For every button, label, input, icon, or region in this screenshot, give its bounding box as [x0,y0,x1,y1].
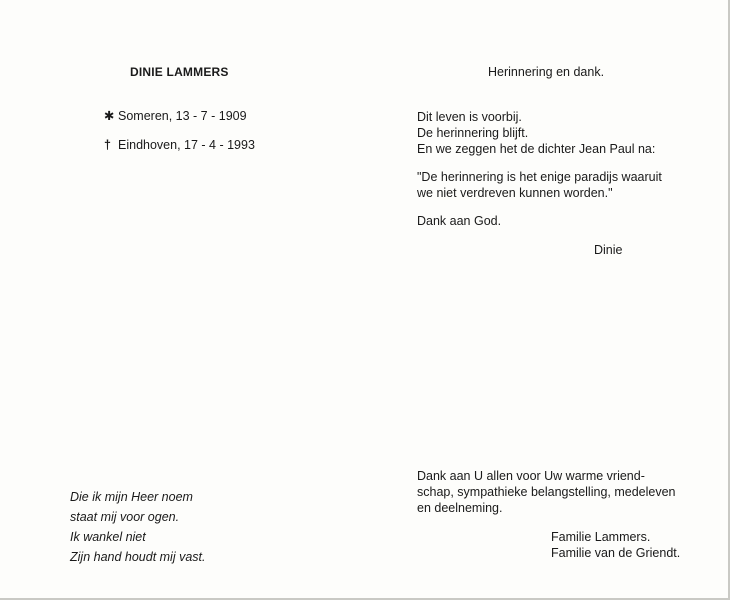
heading: Herinnering en dank. [488,65,605,79]
verse [417,109,655,157]
quote-line: we niet verdreven kunnen worden." [417,186,613,200]
family-line: Familie Lammers. [551,530,651,544]
birth-star-icon: ✱ [104,109,115,123]
deceased-name: DINIE LAMMERS [130,65,229,79]
thanks-line: Dank aan U allen voor Uw warme vriend- [417,469,645,483]
quote-line: "De herinnering is het enige paradijs waaruit [417,170,662,184]
poem-line: Ik wankel niet [70,530,146,544]
death-line [104,137,255,153]
thanks-line: en deelneming. [417,501,503,515]
birth-text: Someren, 13 - 7 - 1909 [118,109,247,123]
verse-line: En we zeggen het de dichter Jean Paul na: [417,142,656,156]
family-line: Familie van de Griendt. [551,546,681,560]
poem [70,487,206,567]
poem-line: staat mij voor ogen. [70,510,180,524]
thanks-line: schap, sympathieke belangstelling, medeleven [417,485,676,499]
poem-line: Die ik mijn Heer noem [70,490,193,504]
thanks-god: Dank aan God. [417,214,502,228]
signature: Dinie [594,243,623,257]
family-signature [551,529,680,561]
birth-line [104,108,247,124]
verse-line: Dit leven is voorbij. [417,110,522,124]
poem-line: Zijn hand houdt mij vast. [70,550,206,564]
verse-line: De herinnering blijft. [417,126,529,140]
thanks-paragraph [417,468,676,516]
quote [417,169,662,201]
death-text: Eindhoven, 17 - 4 - 1993 [118,138,255,152]
death-cross-icon: † [104,138,111,152]
